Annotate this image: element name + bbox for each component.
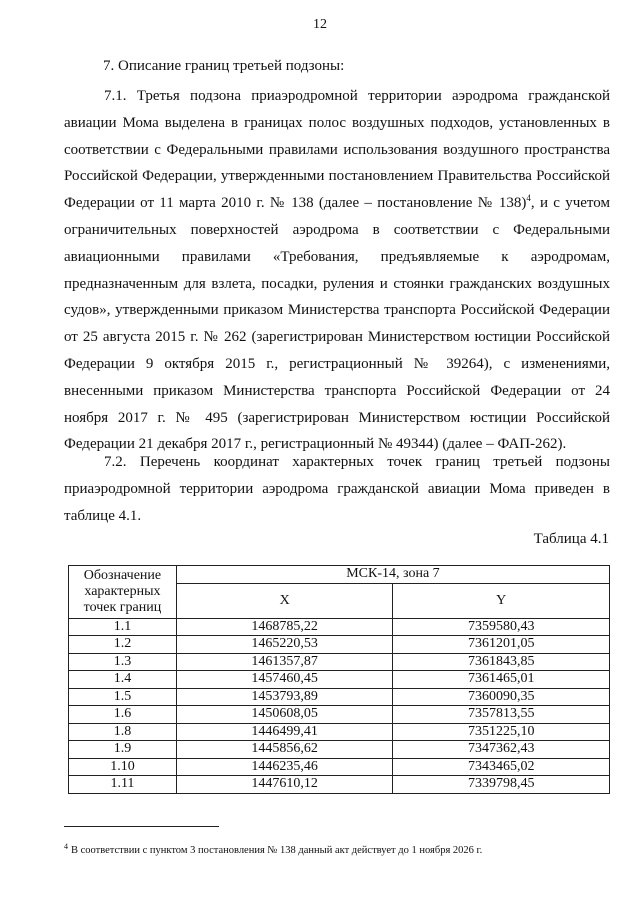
x-coordinate-cell: 1446235,46 [176, 758, 393, 776]
table-row [69, 688, 610, 706]
y-coordinate-cell: 7361843,85 [393, 653, 610, 671]
x-coordinate-cell: 1461357,87 [176, 653, 393, 671]
point-id-cell: 1.4 [69, 671, 177, 689]
table-row [69, 653, 610, 671]
header-coordinate-system: МСК-14, зона 7 [176, 566, 609, 584]
y-coordinate-cell: 7360090,35 [393, 688, 610, 706]
y-coordinate-cell: 7347362,43 [393, 741, 610, 759]
point-id-cell: 1.1 [69, 618, 177, 636]
header-y: Y [393, 583, 610, 618]
coordinates-table [68, 565, 610, 794]
y-coordinate-cell: 7357813,55 [393, 706, 610, 724]
table-row [69, 758, 610, 776]
point-id-cell: 1.5 [69, 688, 177, 706]
x-coordinate-cell: 1468785,22 [176, 618, 393, 636]
x-coordinate-cell: 1445856,62 [176, 741, 393, 759]
table-body [69, 618, 610, 793]
table-row [69, 776, 610, 794]
paragraph-7-1-text-end: , и с учетом ограничительных поверхностей аэродрома в соответствии с Федеральными авиационными правилами «Требования, предъявляемые к аэродромам, предназначенным для взлета, посадки, руления и стоянки гражданских воздушных судов», утвержденными приказом Министерства транспорта Российской Федерации от 25 августа 2015 г. № 262 (зарегистрирован Министерством юстиции Российской Федерации 9 октября 2015 г., регистрационный № 39264), с изменениями, внесенными приказом Министерства транспорта Российской Федерации от 24 ноября 2017 г. № 495 (зарегистрирован Министерством юстиции Российской Федерации 21 декабря 2017 г., регистрационный № 49344) (далее – ФАП-262). [64, 195, 610, 453]
x-coordinate-cell: 1457460,45 [176, 671, 393, 689]
x-coordinate-cell: 1447610,12 [176, 776, 393, 794]
y-coordinate-cell: 7339798,45 [393, 776, 610, 794]
section-heading: 7. Описание границ третьей подзоны: [103, 58, 345, 74]
point-id-cell: 1.3 [69, 653, 177, 671]
y-coordinate-cell: 7351225,10 [393, 723, 610, 741]
point-id-cell: 1.10 [69, 758, 177, 776]
x-coordinate-cell: 1446499,41 [176, 723, 393, 741]
footnote-text: В соответствии с пунктом 3 постановления № 138 данный акт действует до 1 ноября 2026 г. [71, 845, 483, 856]
x-coordinate-cell: 1465220,53 [176, 636, 393, 654]
point-id-cell: 1.11 [69, 776, 177, 794]
table-row [69, 636, 610, 654]
x-coordinate-cell: 1450608,05 [176, 706, 393, 724]
table-row [69, 741, 610, 759]
footnote-mark: 4 [64, 841, 68, 851]
table-row [69, 671, 610, 689]
header-x: X [176, 583, 393, 618]
table-row [69, 618, 610, 636]
footnote-separator [64, 826, 219, 827]
table-row [69, 723, 610, 741]
point-id-cell: 1.9 [69, 741, 177, 759]
point-id-cell: 1.2 [69, 636, 177, 654]
page-number: 12 [313, 17, 327, 32]
header-point-designation: Обозначение характерных точек границ [69, 566, 177, 619]
table-row [69, 706, 610, 724]
y-coordinate-cell: 7361201,05 [393, 636, 610, 654]
footnote-reference: 4 [526, 193, 531, 204]
paragraph-7-2: 7.2. Перечень координат характерных точек границ третьей подзоны приаэродромной территории аэродрома гражданской авиации Мома приведен в таблице 4.1. [64, 454, 610, 524]
y-coordinate-cell: 7359580,43 [393, 618, 610, 636]
y-coordinate-cell: 7361465,01 [393, 671, 610, 689]
point-id-cell: 1.6 [69, 706, 177, 724]
point-id-cell: 1.8 [69, 723, 177, 741]
footnote [64, 841, 483, 856]
table-caption: Таблица 4.1 [533, 531, 609, 547]
y-coordinate-cell: 7343465,02 [393, 758, 610, 776]
x-coordinate-cell: 1453793,89 [176, 688, 393, 706]
paragraph-7-1-text-start: 7.1. Третья подзона приаэродромной территории аэродрома гражданской авиации Мома выделена в границах полос воздушных подходов, установленных в соответствии с Федеральными правилами использования воздушного пространства Российской Федерации, утвержденными постановлением Правительства Российской Федерации от 11 марта 2010 г. № 138 (далее – постановление № 138) [64, 88, 610, 212]
paragraph-7-1 [64, 83, 610, 458]
